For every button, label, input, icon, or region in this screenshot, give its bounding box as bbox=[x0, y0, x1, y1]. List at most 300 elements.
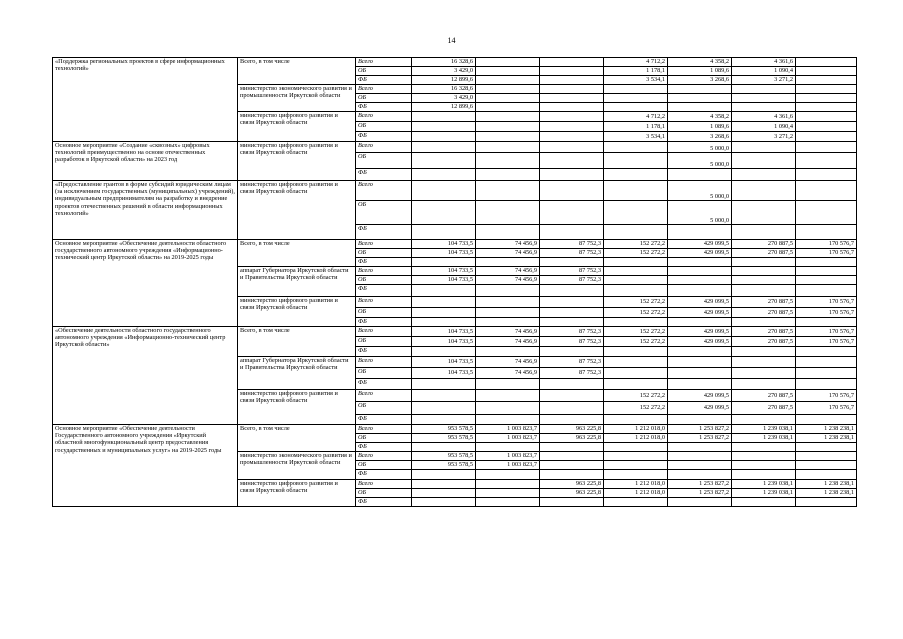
value-cell: 170 576,7 bbox=[796, 390, 857, 402]
table-row bbox=[53, 425, 857, 434]
value-cell: 1 212 018,0 bbox=[604, 425, 668, 434]
value-cell: 152 272,2 bbox=[604, 297, 668, 308]
value-cell bbox=[476, 470, 540, 480]
value-cell bbox=[604, 318, 668, 327]
value-cell bbox=[732, 470, 796, 480]
value-cell bbox=[476, 390, 540, 402]
value-cell bbox=[796, 443, 857, 452]
value-cell bbox=[412, 318, 476, 327]
value-cell bbox=[668, 452, 732, 461]
funding-source-code: ФБ bbox=[356, 379, 412, 390]
funding-source-code: ФБ bbox=[356, 415, 412, 425]
value-cell: 152 272,2 bbox=[604, 390, 668, 402]
value-cell: 4 361,6 bbox=[732, 112, 796, 122]
funding-source-code: ОБ bbox=[356, 67, 412, 76]
budget-table bbox=[52, 57, 857, 507]
executor-cell: аппарат Губернатора Иркутской области и Правительства Иркутской области bbox=[238, 267, 356, 297]
table-row bbox=[53, 142, 857, 153]
value-cell: 3 429,0 bbox=[412, 94, 476, 103]
value-cell bbox=[604, 94, 668, 103]
value-cell: 74 456,9 bbox=[476, 249, 540, 258]
value-cell: 74 456,9 bbox=[476, 337, 540, 347]
value-cell: 1 090,4 bbox=[732, 122, 796, 132]
value-cell bbox=[540, 318, 604, 327]
value-cell: 270 887,5 bbox=[732, 327, 796, 337]
value-cell bbox=[668, 461, 732, 470]
value-cell bbox=[540, 390, 604, 402]
value-cell bbox=[604, 443, 668, 452]
value-cell: 4 712,2 bbox=[604, 112, 668, 122]
value-cell bbox=[796, 470, 857, 480]
value-cell bbox=[796, 112, 857, 122]
value-cell: 87 752,3 bbox=[540, 276, 604, 285]
value-cell: 1 253 827,2 bbox=[668, 434, 732, 443]
value-cell: 1 253 827,2 bbox=[668, 480, 732, 489]
value-cell: 1 003 823,7 bbox=[476, 461, 540, 470]
value-cell bbox=[796, 498, 857, 507]
value-cell bbox=[732, 153, 796, 169]
value-cell: 953 578,5 bbox=[412, 425, 476, 434]
value-cell: 3 268,6 bbox=[668, 132, 732, 142]
value-cell: 3 271,2 bbox=[732, 132, 796, 142]
value-cell bbox=[796, 318, 857, 327]
value-cell: 1 238 238,1 bbox=[796, 480, 857, 489]
activity-title: Основное мероприятие «Обеспечение деятельности областного государственного автономного учреждения «Информационно-технический центр Иркутской области» на 2019-2025 годы bbox=[53, 240, 238, 327]
value-cell bbox=[476, 153, 540, 169]
value-cell: 152 272,2 bbox=[604, 308, 668, 318]
value-cell bbox=[476, 103, 540, 112]
value-cell bbox=[668, 379, 732, 390]
value-cell: 16 328,6 bbox=[412, 85, 476, 94]
value-cell bbox=[604, 276, 668, 285]
value-cell bbox=[732, 225, 796, 240]
value-cell: 1 253 827,2 bbox=[668, 425, 732, 434]
value-cell bbox=[476, 67, 540, 76]
value-cell bbox=[668, 318, 732, 327]
value-cell bbox=[476, 415, 540, 425]
value-cell: 4 358,2 bbox=[668, 112, 732, 122]
value-cell bbox=[732, 443, 796, 452]
value-cell bbox=[732, 415, 796, 425]
value-cell bbox=[796, 169, 857, 181]
activity-title: «Поддержка региональных проектов в сфере информационных технологий» bbox=[53, 58, 238, 142]
activity-title: «Предоставление грантов в форме субсидий юридическим лицам (за исключением государственных (муниципальных) учреждений), индивидуальным предпринимателям на разработку и внедрение проектов отечественных решений в области информационных технологий» bbox=[53, 181, 238, 240]
value-cell bbox=[732, 267, 796, 276]
value-cell bbox=[796, 379, 857, 390]
value-cell bbox=[540, 347, 604, 357]
value-cell bbox=[732, 452, 796, 461]
value-cell bbox=[732, 357, 796, 368]
executor-cell: министерство цифрового развития и связи Иркутской области bbox=[238, 142, 356, 181]
value-cell bbox=[540, 76, 604, 85]
funding-source-code: ФБ bbox=[356, 498, 412, 507]
value-cell bbox=[540, 85, 604, 94]
value-cell: 87 752,3 bbox=[540, 337, 604, 347]
value-cell bbox=[796, 225, 857, 240]
funding-source-code: Всего bbox=[356, 267, 412, 276]
value-cell bbox=[476, 402, 540, 415]
value-cell bbox=[476, 112, 540, 122]
value-cell bbox=[668, 258, 732, 267]
value-cell: 429 099,5 bbox=[668, 337, 732, 347]
value-cell bbox=[412, 489, 476, 498]
value-cell bbox=[604, 103, 668, 112]
value-cell bbox=[604, 285, 668, 297]
value-cell: 3 534,1 bbox=[604, 132, 668, 142]
executor-cell: министерство цифрового развития и связи Иркутской области bbox=[238, 390, 356, 425]
page-number: 14 bbox=[447, 36, 456, 45]
value-cell bbox=[796, 357, 857, 368]
value-cell: 1 178,1 bbox=[604, 122, 668, 132]
value-cell bbox=[796, 181, 857, 201]
value-cell bbox=[412, 347, 476, 357]
value-cell: 429 099,5 bbox=[668, 297, 732, 308]
value-cell bbox=[412, 415, 476, 425]
table-row bbox=[53, 58, 857, 67]
value-cell bbox=[668, 498, 732, 507]
value-cell bbox=[540, 225, 604, 240]
value-cell: 4 358,2 bbox=[668, 58, 732, 67]
funding-source-code: ОБ bbox=[356, 249, 412, 258]
value-cell: 104 733,5 bbox=[412, 327, 476, 337]
value-cell bbox=[476, 308, 540, 318]
value-cell bbox=[476, 94, 540, 103]
value-cell bbox=[668, 443, 732, 452]
value-cell bbox=[796, 76, 857, 85]
value-cell: 1 089,6 bbox=[668, 67, 732, 76]
value-cell: 104 733,5 bbox=[412, 357, 476, 368]
value-cell: 104 733,5 bbox=[412, 368, 476, 379]
value-cell bbox=[412, 470, 476, 480]
value-cell bbox=[604, 379, 668, 390]
value-cell bbox=[540, 285, 604, 297]
funding-source-code: Всего bbox=[356, 452, 412, 461]
value-cell bbox=[732, 347, 796, 357]
value-cell bbox=[604, 470, 668, 480]
value-cell: 1 090,4 bbox=[732, 67, 796, 76]
value-cell bbox=[476, 489, 540, 498]
value-cell bbox=[412, 122, 476, 132]
value-cell bbox=[604, 225, 668, 240]
funding-source-code: ОБ bbox=[356, 153, 412, 169]
value-cell bbox=[604, 169, 668, 181]
funding-source-code: Всего bbox=[356, 425, 412, 434]
funding-source-code: Всего bbox=[356, 297, 412, 308]
value-cell bbox=[476, 297, 540, 308]
executor-cell: Всего, в том числе bbox=[238, 425, 356, 452]
executor-cell: министерство цифрового развития и связи Иркутской области bbox=[238, 297, 356, 327]
value-cell: 1 003 823,7 bbox=[476, 425, 540, 434]
value-cell bbox=[796, 67, 857, 76]
executor-cell: Всего, в том числе bbox=[238, 327, 356, 357]
value-cell bbox=[604, 142, 668, 153]
value-cell bbox=[540, 443, 604, 452]
value-cell: 170 576,7 bbox=[796, 240, 857, 249]
value-cell: 1 238 238,1 bbox=[796, 425, 857, 434]
value-cell: 16 328,6 bbox=[412, 58, 476, 67]
value-cell bbox=[796, 153, 857, 169]
value-cell bbox=[412, 225, 476, 240]
value-cell bbox=[540, 415, 604, 425]
executor-cell: Всего, в том числе bbox=[238, 58, 356, 85]
value-cell: 953 578,5 bbox=[412, 452, 476, 461]
executor-cell: аппарат Губернатора Иркутской области и Правительства Иркутской области bbox=[238, 357, 356, 390]
value-cell: 429 099,5 bbox=[668, 240, 732, 249]
value-cell bbox=[540, 498, 604, 507]
value-cell bbox=[476, 85, 540, 94]
value-cell bbox=[540, 67, 604, 76]
value-cell bbox=[412, 112, 476, 122]
value-cell bbox=[796, 258, 857, 267]
value-cell bbox=[668, 347, 732, 357]
value-cell bbox=[476, 379, 540, 390]
value-cell bbox=[540, 402, 604, 415]
value-cell bbox=[732, 318, 796, 327]
value-cell bbox=[540, 258, 604, 267]
value-cell bbox=[540, 169, 604, 181]
value-cell bbox=[476, 169, 540, 181]
value-cell: 1 253 827,2 bbox=[668, 489, 732, 498]
value-cell bbox=[540, 201, 604, 225]
value-cell bbox=[412, 297, 476, 308]
value-cell bbox=[604, 258, 668, 267]
value-cell: 963 225,8 bbox=[540, 434, 604, 443]
value-cell: 3 268,6 bbox=[668, 76, 732, 85]
value-cell bbox=[796, 132, 857, 142]
value-cell: 74 456,9 bbox=[476, 368, 540, 379]
value-cell bbox=[476, 347, 540, 357]
executor-cell: министерство цифрового развития и связи Иркутской области bbox=[238, 480, 356, 507]
value-cell: 3 271,2 bbox=[732, 76, 796, 85]
value-cell bbox=[540, 461, 604, 470]
funding-source-code: ФБ bbox=[356, 103, 412, 112]
value-cell: 104 733,5 bbox=[412, 240, 476, 249]
value-cell: 1 212 018,0 bbox=[604, 480, 668, 489]
value-cell bbox=[668, 285, 732, 297]
value-cell bbox=[796, 201, 857, 225]
value-cell: 170 576,7 bbox=[796, 327, 857, 337]
value-cell: 1 239 038,1 bbox=[732, 434, 796, 443]
funding-source-code: ОБ bbox=[356, 201, 412, 225]
value-cell bbox=[796, 94, 857, 103]
value-cell: 87 752,3 bbox=[540, 357, 604, 368]
value-cell bbox=[412, 390, 476, 402]
funding-source-code: Всего bbox=[356, 390, 412, 402]
value-cell bbox=[540, 112, 604, 122]
value-cell: 1 239 038,1 bbox=[732, 425, 796, 434]
value-cell: 87 752,3 bbox=[540, 249, 604, 258]
value-cell bbox=[540, 58, 604, 67]
value-cell: 170 576,7 bbox=[796, 308, 857, 318]
value-cell bbox=[668, 103, 732, 112]
value-cell bbox=[732, 181, 796, 201]
funding-source-code: Всего bbox=[356, 327, 412, 337]
value-cell bbox=[412, 402, 476, 415]
value-cell bbox=[476, 443, 540, 452]
value-cell bbox=[412, 169, 476, 181]
table-row bbox=[53, 327, 857, 337]
value-cell bbox=[476, 498, 540, 507]
value-cell: 953 578,5 bbox=[412, 434, 476, 443]
value-cell: 4 361,6 bbox=[732, 58, 796, 67]
value-cell: 1 003 823,7 bbox=[476, 452, 540, 461]
value-cell bbox=[540, 308, 604, 318]
funding-source-code: ФБ bbox=[356, 132, 412, 142]
value-cell bbox=[604, 267, 668, 276]
value-cell bbox=[604, 498, 668, 507]
funding-source-code: Всего bbox=[356, 142, 412, 153]
value-cell: 170 576,7 bbox=[796, 297, 857, 308]
funding-source-code: ФБ bbox=[356, 470, 412, 480]
value-cell: 170 576,7 bbox=[796, 249, 857, 258]
value-cell: 953 578,5 bbox=[412, 461, 476, 470]
table-row bbox=[53, 181, 857, 201]
value-cell bbox=[732, 169, 796, 181]
value-cell: 104 733,5 bbox=[412, 276, 476, 285]
value-cell: 1 239 038,1 bbox=[732, 489, 796, 498]
value-cell bbox=[476, 76, 540, 85]
value-cell bbox=[604, 368, 668, 379]
value-cell: 170 576,7 bbox=[796, 402, 857, 415]
value-cell: 74 456,9 bbox=[476, 327, 540, 337]
value-cell bbox=[540, 94, 604, 103]
value-cell bbox=[476, 201, 540, 225]
value-cell bbox=[732, 276, 796, 285]
value-cell: 87 752,3 bbox=[540, 327, 604, 337]
value-cell bbox=[540, 452, 604, 461]
value-cell bbox=[476, 58, 540, 67]
value-cell bbox=[796, 103, 857, 112]
value-cell bbox=[412, 379, 476, 390]
value-cell: 87 752,3 bbox=[540, 368, 604, 379]
value-cell: 74 456,9 bbox=[476, 267, 540, 276]
value-cell bbox=[796, 122, 857, 132]
executor-cell: министерство цифрового развития и связи Иркутской области bbox=[238, 112, 356, 142]
value-cell bbox=[412, 201, 476, 225]
value-cell bbox=[476, 181, 540, 201]
value-cell: 104 733,5 bbox=[412, 249, 476, 258]
value-cell bbox=[732, 201, 796, 225]
value-cell: 1 212 018,0 bbox=[604, 434, 668, 443]
value-cell bbox=[540, 142, 604, 153]
value-cell bbox=[796, 276, 857, 285]
value-cell bbox=[412, 181, 476, 201]
value-cell bbox=[668, 357, 732, 368]
value-cell bbox=[732, 498, 796, 507]
value-cell bbox=[412, 285, 476, 297]
funding-source-code: ФБ bbox=[356, 285, 412, 297]
value-cell: 270 887,5 bbox=[732, 240, 796, 249]
value-cell: 104 733,5 bbox=[412, 337, 476, 347]
value-cell bbox=[540, 132, 604, 142]
value-cell: 152 272,2 bbox=[604, 249, 668, 258]
funding-source-code: ОБ bbox=[356, 368, 412, 379]
value-cell: 87 752,3 bbox=[540, 267, 604, 276]
value-cell bbox=[540, 181, 604, 201]
value-cell bbox=[476, 318, 540, 327]
value-cell bbox=[476, 258, 540, 267]
value-cell bbox=[732, 368, 796, 379]
value-cell bbox=[668, 169, 732, 181]
value-cell: 429 099,5 bbox=[668, 249, 732, 258]
value-cell: 152 272,2 bbox=[604, 240, 668, 249]
funding-source-code: ФБ bbox=[356, 443, 412, 452]
value-cell: 170 576,7 bbox=[796, 337, 857, 347]
value-cell bbox=[476, 225, 540, 240]
value-cell bbox=[796, 85, 857, 94]
value-cell bbox=[668, 94, 732, 103]
value-cell: 429 099,5 bbox=[668, 308, 732, 318]
value-cell bbox=[604, 415, 668, 425]
value-cell: 270 887,5 bbox=[732, 249, 796, 258]
value-cell: 270 887,5 bbox=[732, 337, 796, 347]
value-cell: 1 089,6 bbox=[668, 122, 732, 132]
funding-source-code: Всего bbox=[356, 181, 412, 201]
value-cell bbox=[668, 267, 732, 276]
value-cell: 152 272,2 bbox=[604, 327, 668, 337]
value-cell: 429 099,5 bbox=[668, 402, 732, 415]
funding-source-code: ОБ bbox=[356, 94, 412, 103]
value-cell bbox=[412, 258, 476, 267]
value-cell bbox=[732, 379, 796, 390]
value-cell bbox=[668, 415, 732, 425]
value-cell bbox=[604, 347, 668, 357]
value-cell: 104 733,5 bbox=[412, 267, 476, 276]
value-cell: 3 429,0 bbox=[412, 67, 476, 76]
value-cell bbox=[732, 142, 796, 153]
activity-title: Основное мероприятие «Обеспечение деятельности Государственного автономного учреждения «Иркутский областной многофункциональный центр предоставления государственных и муниципальных услуг» на 2019-2025 годы bbox=[53, 425, 238, 507]
funding-source-code: ФБ bbox=[356, 318, 412, 327]
funding-source-code: Всего bbox=[356, 58, 412, 67]
value-cell: 1 238 238,1 bbox=[796, 489, 857, 498]
value-cell: 5 000,0 bbox=[668, 153, 732, 169]
value-cell: 429 099,5 bbox=[668, 327, 732, 337]
value-cell bbox=[796, 452, 857, 461]
value-cell: 1 003 823,7 bbox=[476, 434, 540, 443]
value-cell: 74 456,9 bbox=[476, 357, 540, 368]
value-cell bbox=[476, 122, 540, 132]
funding-source-code: ФБ bbox=[356, 258, 412, 267]
value-cell bbox=[732, 285, 796, 297]
value-cell: 1 178,1 bbox=[604, 67, 668, 76]
value-cell bbox=[796, 347, 857, 357]
value-cell bbox=[604, 201, 668, 225]
value-cell bbox=[412, 153, 476, 169]
value-cell: 74 456,9 bbox=[476, 276, 540, 285]
value-cell bbox=[604, 85, 668, 94]
funding-source-code: ОБ bbox=[356, 308, 412, 318]
value-cell bbox=[732, 103, 796, 112]
value-cell: 270 887,5 bbox=[732, 390, 796, 402]
value-cell bbox=[732, 94, 796, 103]
value-cell bbox=[540, 379, 604, 390]
funding-source-code: ФБ bbox=[356, 225, 412, 240]
value-cell: 5 000,0 bbox=[668, 201, 732, 225]
value-cell bbox=[604, 357, 668, 368]
value-cell bbox=[796, 58, 857, 67]
funding-source-code: Всего bbox=[356, 480, 412, 489]
value-cell bbox=[412, 308, 476, 318]
value-cell: 12 899,6 bbox=[412, 103, 476, 112]
value-cell: 270 887,5 bbox=[732, 308, 796, 318]
funding-source-code: ОБ bbox=[356, 402, 412, 415]
value-cell: 963 225,8 bbox=[540, 480, 604, 489]
value-cell bbox=[412, 443, 476, 452]
executor-cell: министерство цифрового развития и связи Иркутской области bbox=[238, 181, 356, 240]
value-cell bbox=[732, 461, 796, 470]
value-cell bbox=[540, 122, 604, 132]
value-cell: 270 887,5 bbox=[732, 402, 796, 415]
